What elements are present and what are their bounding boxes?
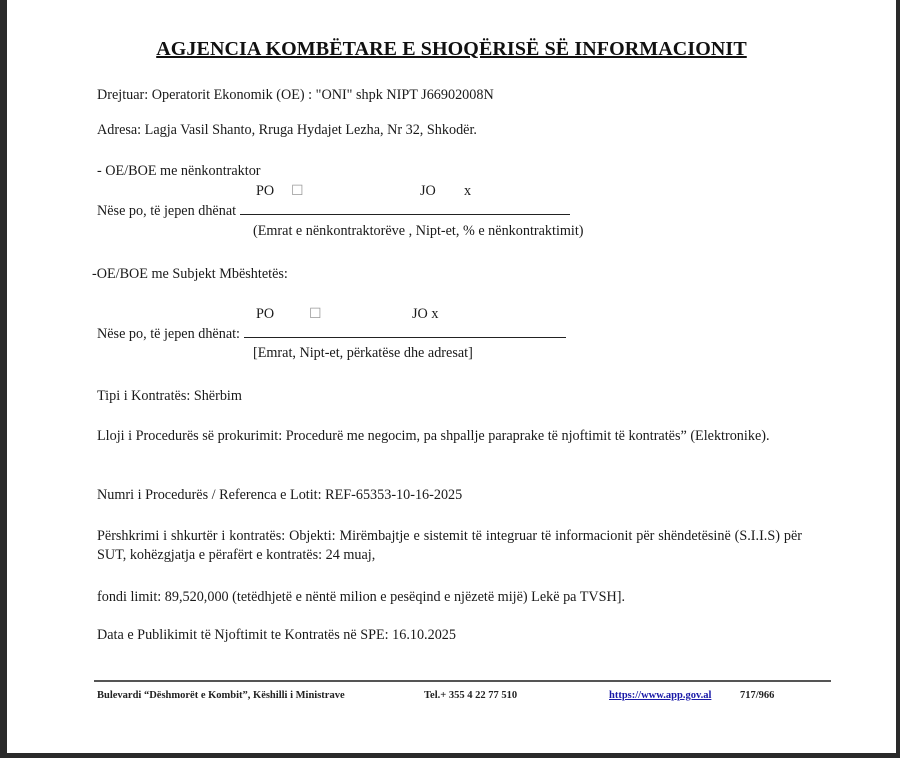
subcontractor-details-label: Nëse po, të jepen dhënat	[97, 203, 237, 219]
procedure-number: Numri i Procedurës / Referenca e Lotit: REF-65353-10-16-2025	[97, 487, 463, 503]
document-title: AGJENCIA KOMBËTARE E SHOQËRISË SË INFORMACIONIT	[156, 38, 747, 60]
publication-date: Data e Publikimit të Njoftimit te Kontratës në SPE: 16.10.2025	[97, 627, 456, 643]
fund-limit: fondi limit: 89,520,000 (tetëdhjetë e nëntë milion e pesëqind e njëzetë mijë) Lekë pa TVSH].	[97, 589, 626, 605]
footer-address: Bulevardi “Dëshmorët e Kombit”, Këshilli i Ministrave	[97, 690, 345, 701]
supporting-subject-heading: -OE/BOE me Subjekt Mbështetës:	[92, 266, 288, 282]
supporting-details-field[interactable]	[244, 325, 566, 338]
subcontractor-po-label: PO	[256, 183, 275, 199]
footer-link[interactable]: https://www.app.gov.al	[609, 690, 712, 701]
footer-divider	[94, 680, 831, 682]
subcontractor-jo-mark[interactable]: x	[464, 183, 472, 199]
subcontractor-details-field[interactable]	[240, 202, 570, 215]
contract-type: Tipi i Kontratës: Shërbim	[97, 388, 242, 404]
subcontractor-jo-label: JO	[420, 183, 436, 199]
footer-link-wrap	[609, 690, 711, 701]
supporting-po-checkbox[interactable]: ☐	[309, 306, 322, 322]
footer-page-number: 717/966	[740, 690, 775, 701]
supporting-jo-label: JO x	[412, 306, 439, 322]
subcontractor-details-hint: (Emrat e nënkontraktorëve , Nipt-et, % e nënkontraktimit)	[253, 223, 584, 239]
subcontractor-po-checkbox[interactable]: ☐	[291, 183, 304, 199]
subcontractor-heading: - OE/BOE me nënkontraktor	[97, 163, 261, 179]
contract-description: Përshkrimi i shkurtër i kontratës: Objekti: Mirëmbajtje e sistemit të integruar të informacionit për shëndetësinë (S.I.I.S) për SUT, kohëzgjatja e përafërt e kontratës: 24 muaj,	[97, 528, 802, 563]
document-page	[7, 0, 896, 753]
subcontractor-details-row	[97, 202, 570, 220]
footer-phone: Tel.+ 355 4 22 77 510	[424, 690, 518, 701]
addressee-line: Drejtuar: Operatorit Ekonomik (OE) : "ONI" shpk NIPT J66902008N	[97, 87, 494, 103]
supporting-po-label: PO	[256, 306, 275, 322]
supporting-details-row	[97, 325, 566, 343]
supporting-details-label: Nëse po, të jepen dhënat:	[97, 326, 241, 342]
procedure-type: Lloji i Procedurës së prokurimit: Procedurë me negocim, pa shpallje paraprake të njoftimit të kontratës” (Elektronike).	[97, 428, 770, 444]
address-line: Adresa: Lagja Vasil Shanto, Rruga Hydajet Lezha, Nr 32, Shkodër.	[97, 122, 477, 138]
supporting-details-hint: [Emrat, Nipt-et, përkatëse dhe adresat]	[253, 345, 473, 361]
